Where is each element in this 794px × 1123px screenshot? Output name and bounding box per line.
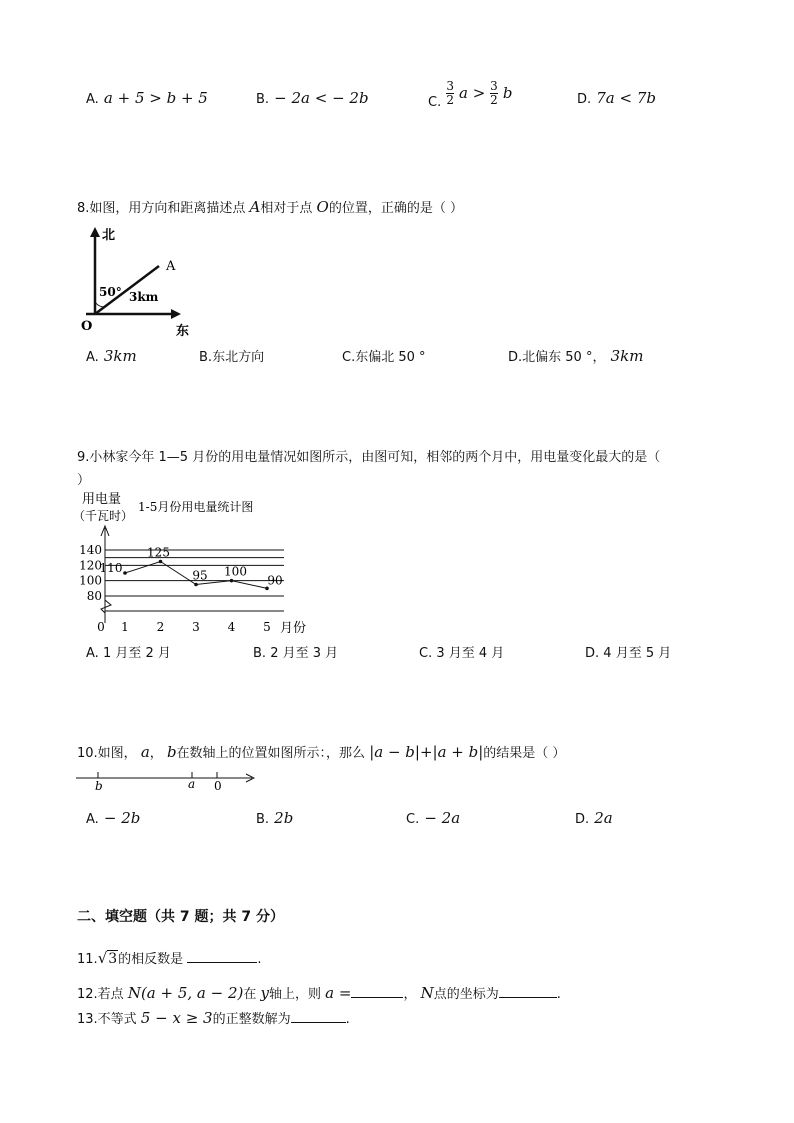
chart-data-point bbox=[159, 560, 163, 564]
angle-arc bbox=[95, 302, 105, 307]
chart-data-label: 100 bbox=[224, 564, 247, 579]
origin-label: O bbox=[81, 319, 93, 334]
chart-x-tick-label: 1 bbox=[121, 620, 129, 634]
chart-data-label: 125 bbox=[147, 545, 170, 560]
q13-question: 13.不等式 5 − x ≥ 3的正整数解为 . bbox=[77, 1009, 350, 1027]
chart-ylabel-line1: 用电量 bbox=[82, 492, 122, 507]
q11-answer-blank[interactable] bbox=[187, 961, 257, 963]
north-label: 北 bbox=[102, 228, 116, 243]
q8-option-c: C.东偏北 50 ° bbox=[342, 350, 426, 365]
chart-y-tick-label: 120 bbox=[79, 558, 102, 573]
chart-xlabel: 月份 bbox=[280, 621, 307, 636]
q9-line-chart bbox=[72, 488, 322, 640]
chart-data-label: 95 bbox=[192, 568, 208, 583]
q7-option-b: B. − 2a < − 2b bbox=[256, 89, 369, 107]
q8-option-d: D.北偏东 50 °， 3km bbox=[508, 347, 644, 365]
chart-title: 1-5月份用电量统计图 bbox=[138, 500, 254, 514]
q8-option-b: B.东北方向 bbox=[199, 350, 265, 365]
q8-question: 8.如图，用方向和距离描述点 A相对于点 O的位置，正确的是（ ） bbox=[77, 198, 463, 216]
q10-option-c: C. − 2a bbox=[406, 809, 461, 827]
q12-question: 12.若点 N(a + 5, a − 2)在 y轴上，则 a = ， N点的坐标为 . bbox=[77, 984, 561, 1002]
q7-option-d: D. 7a < 7b bbox=[577, 89, 656, 107]
q8-direction-figure bbox=[74, 222, 204, 342]
east-label: 东 bbox=[176, 324, 190, 339]
q9-question-line1: 9.小林家今年 1—5 月份的用电量情况如图所示，由图可知，相邻的两个月中，用电量变化最大的是（ bbox=[77, 450, 661, 465]
angle-label: 50° bbox=[99, 285, 122, 299]
chart-x-tick-label: 5 bbox=[263, 620, 271, 634]
q10-option-d: D. 2a bbox=[575, 809, 613, 827]
chart-x-tick-label: 3 bbox=[192, 620, 200, 634]
q10-number-line bbox=[74, 766, 264, 794]
label-zero: 0 bbox=[214, 779, 222, 793]
chart-x-tick-label: 4 bbox=[227, 620, 236, 634]
q9-option-c: C. 3 月至 4 月 bbox=[419, 646, 505, 661]
sqrt-symbol: √ bbox=[97, 949, 108, 967]
q9-option-a: A. 1 月至 2 月 bbox=[86, 646, 171, 661]
label-a: a bbox=[188, 777, 196, 791]
q12-a-blank[interactable] bbox=[351, 996, 403, 998]
chart-x-tick-label: 0 bbox=[97, 620, 105, 634]
chart-data-label: 110 bbox=[99, 561, 123, 575]
chart-y-tick-label: 100 bbox=[79, 573, 102, 588]
chart-root bbox=[73, 491, 306, 636]
q7-option-c: $_{C.}$ $\frac{3}{2}$ a > $\frac{3}{2}$ b bbox=[428, 79, 513, 110]
chart-x-tick-label: 2 bbox=[156, 620, 165, 634]
q9-question-line2: ） bbox=[77, 473, 91, 488]
q7-fraction-1: $\frac{3}{2}$ bbox=[446, 79, 454, 107]
q10-question: 10.如图， a， b在数轴上的位置如图所示：，那么 |a − b|+|a + b|的结果是（ ） bbox=[77, 743, 566, 761]
chart-data-point bbox=[194, 583, 198, 587]
chart-ylabel-line2: （千瓦时） bbox=[73, 509, 134, 523]
distance-label: 3km bbox=[129, 290, 159, 304]
chart-y-tick-label: 140 bbox=[79, 543, 102, 557]
chart-data-label: 90 bbox=[267, 573, 283, 588]
chart-data-point bbox=[230, 579, 234, 583]
q9-option-d: D. 4 月至 5 月 bbox=[585, 646, 672, 661]
q8-option-a: A. 3km bbox=[86, 347, 137, 365]
q13-answer-blank[interactable] bbox=[291, 1021, 346, 1023]
q12-coordinate-blank[interactable] bbox=[499, 996, 557, 998]
q11-question: 11.√3的相反数是 . bbox=[77, 949, 262, 967]
q10-option-a: A. − 2b bbox=[86, 809, 141, 827]
q9-option-b: B. 2 月至 3 月 bbox=[253, 646, 339, 661]
q7-option-a: A. a + 5 > b + 5 bbox=[86, 89, 208, 107]
chart-y-tick-label: 80 bbox=[86, 589, 102, 603]
q7-fraction-2: $\frac{3}{2}$ bbox=[490, 79, 498, 107]
section-heading: 二、填空题（共 7 题；共 7 分） bbox=[77, 909, 284, 925]
q10-option-b: B. 2b bbox=[256, 809, 294, 827]
label-b: b bbox=[95, 779, 103, 793]
north-arrow bbox=[90, 227, 100, 237]
chart-data-point bbox=[123, 571, 127, 575]
point-a-label: A bbox=[166, 259, 176, 274]
east-arrow bbox=[171, 309, 181, 319]
